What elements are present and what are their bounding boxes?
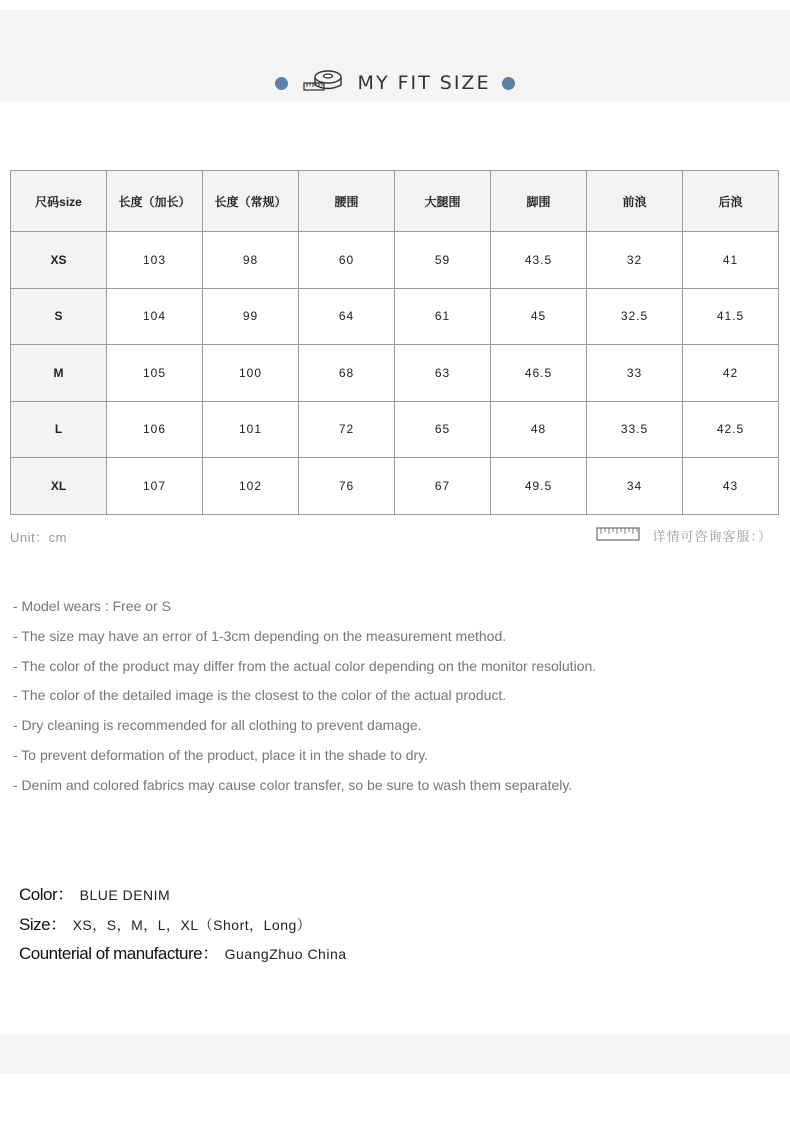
section-header (0, 62, 790, 104)
size-table (10, 170, 779, 515)
column-header: 脚围 (491, 171, 587, 232)
list-item: - Denim and colored fabrics may cause color transfer, so be sure to wash them separately. (13, 776, 573, 793)
table-cell: 64 (299, 288, 395, 345)
column-header: 长度（加长） (107, 171, 203, 232)
table-cell: 100 (203, 345, 299, 402)
table-cell: 98 (203, 232, 299, 289)
table-cell: 106 (107, 401, 203, 458)
unit-label: Unit：cm (10, 530, 67, 545)
table-cell: 68 (299, 345, 395, 402)
table-cell: 43.5 (491, 232, 587, 289)
table-cell: 33.5 (587, 401, 683, 458)
size-cell: S (11, 288, 107, 345)
table-cell: 49.5 (491, 458, 587, 515)
table-row (11, 288, 779, 345)
column-header: 前浪 (587, 171, 683, 232)
bottom-band (0, 1035, 790, 1074)
table-cell: 104 (107, 288, 203, 345)
table-cell: 42.5 (683, 401, 779, 458)
size-cell: XL (11, 458, 107, 515)
table-row (11, 345, 779, 402)
right-dot (502, 77, 515, 90)
table-cell: 42 (683, 345, 779, 402)
table-cell: 33 (587, 345, 683, 402)
table-cell: 102 (203, 458, 299, 515)
table-cell: 41.5 (683, 288, 779, 345)
table-header-row (11, 171, 779, 232)
ruler-icon (596, 527, 640, 544)
table-cell: 45 (491, 288, 587, 345)
left-dot (275, 77, 288, 90)
product-specs (19, 880, 347, 969)
size-value: XS，S，M，L，XL（Short，Long） (72, 916, 312, 933)
list-item: - The color of the product may differ from the actual color depending on the monitor resolution. (13, 657, 597, 674)
list-item: - The size may have an error of 1-3cm depending on the measurement method. (13, 627, 507, 644)
table-cell: 34 (587, 458, 683, 515)
size-cell: L (11, 401, 107, 458)
inquiry-text: 详情可咨询客服：） (652, 529, 772, 544)
origin-value: GuangZhuo China (224, 946, 347, 962)
inquiry-note (596, 526, 772, 545)
column-header: 尺码size (11, 171, 107, 232)
size-cell: M (11, 345, 107, 402)
column-header: 后浪 (683, 171, 779, 232)
size-spec (19, 910, 347, 940)
table-cell: 41 (683, 232, 779, 289)
table-cell: 99 (203, 288, 299, 345)
origin-spec (19, 939, 347, 969)
color-spec (19, 880, 347, 910)
table-cell: 67 (395, 458, 491, 515)
column-header: 腰围 (299, 171, 395, 232)
table-row (11, 232, 779, 289)
table-cell: 46.5 (491, 345, 587, 402)
page-title: MY FIT SIZE (357, 72, 491, 94)
table-cell: 103 (107, 232, 203, 289)
table-cell: 76 (299, 458, 395, 515)
list-item: - The color of the detailed image is the closest to the color of the actual product. (13, 687, 507, 704)
origin-label: Counterial of manufacture： (19, 944, 219, 963)
table-row (11, 458, 779, 515)
size-label: Size： (19, 914, 67, 934)
color-value: BLUE DENIM (79, 887, 171, 903)
list-item: - To prevent deformation of the product, place it in the shade to dry. (13, 746, 429, 763)
table-cell: 63 (395, 345, 491, 402)
table-cell: 107 (107, 458, 203, 515)
size-cell: XS (11, 232, 107, 289)
table-cell: 48 (491, 401, 587, 458)
table-cell: 32 (587, 232, 683, 289)
table-cell: 60 (299, 232, 395, 289)
column-header: 大腿围 (395, 171, 491, 232)
table-cell: 72 (299, 401, 395, 458)
table-cell: 101 (203, 401, 299, 458)
column-header: 长度（常规） (203, 171, 299, 232)
table-cell: 32.5 (587, 288, 683, 345)
color-label: Color： (19, 885, 74, 904)
care-notes (13, 597, 783, 806)
table-row (11, 401, 779, 458)
table-cell: 105 (107, 345, 203, 402)
table-cell: 65 (395, 401, 491, 458)
list-item: - Model wears : Free or S (13, 598, 171, 614)
table-cell: 59 (395, 232, 491, 289)
table-cell: 43 (683, 458, 779, 515)
table-cell: 61 (395, 288, 491, 345)
list-item: - Dry cleaning is recommended for all clothing to prevent damage. (13, 717, 422, 734)
measuring-tape-icon (302, 68, 344, 99)
